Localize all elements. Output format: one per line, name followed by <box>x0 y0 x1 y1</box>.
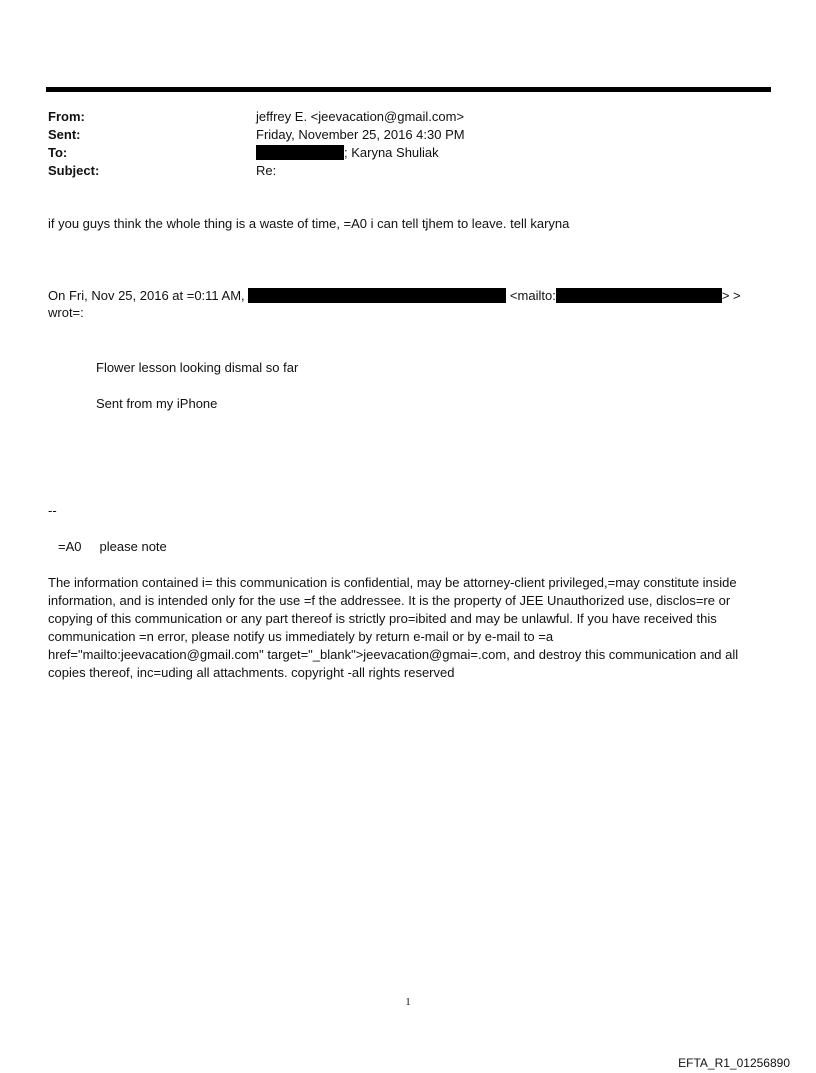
quote-intro-line2: wrot=: <box>48 305 84 320</box>
quote-intro-mailto: <mailto: <box>509 288 556 303</box>
confidentiality-disclaimer: The information contained i= this communication is confidential, may be attorney-client privileged,=may constitute inside information, and is intended only for the use =f the addressee. It is the property of JEE Unauthorized use, disclos=re or copying of this communication or any part thereof is strictly pro=ibited and may be unlawful. If you have received this communication =n error, please notify us immediately by return e-mail or by e-mail to =a href="mailto:jeevacation@gmail.com" target="_blank">jeevacation@gmai=.com, and destroy this communication and all copies thereof, inc=uding all attachments. copyright -all rights reserved <box>48 575 739 680</box>
redaction-block <box>248 288 506 303</box>
sent-value: Friday, November 25, 2016 4:30 PM <box>256 127 465 142</box>
signature-separator: -- <box>48 503 57 518</box>
to-value-wrap <box>256 144 439 162</box>
bates-number: EFTA_R1_01256890 <box>678 1056 790 1070</box>
quoted-line-2: Sent from my iPhone <box>96 396 218 411</box>
quoted-line-1: Flower lesson looking dismal so far <box>96 360 299 375</box>
quote-intro-suffix: > > <box>721 288 741 303</box>
quote-intro <box>48 288 741 303</box>
sent-label: Sent: <box>48 127 81 142</box>
header-rule <box>46 87 771 92</box>
from-label: From: <box>48 109 85 124</box>
redaction-block <box>256 145 344 160</box>
page-number: 1 <box>405 996 411 1008</box>
subject-value: Re: <box>256 163 277 178</box>
redaction-block <box>556 288 722 303</box>
from-value: jeffrey E. <jeevacation@gmail.com> <box>256 109 465 124</box>
message-text: if you guys think the whole thing is a waste of time, =A0 i can tell tjhem to leave. tell karyna <box>48 216 570 231</box>
please-note: =A0 please note <box>58 539 167 554</box>
quote-intro-prefix: On Fri, Nov 25, 2016 at =0:11 AM, <box>48 288 245 303</box>
subject-label: Subject: <box>48 163 100 178</box>
to-value: ; Karyna Shuliak <box>344 145 439 160</box>
to-label: To: <box>48 145 68 160</box>
